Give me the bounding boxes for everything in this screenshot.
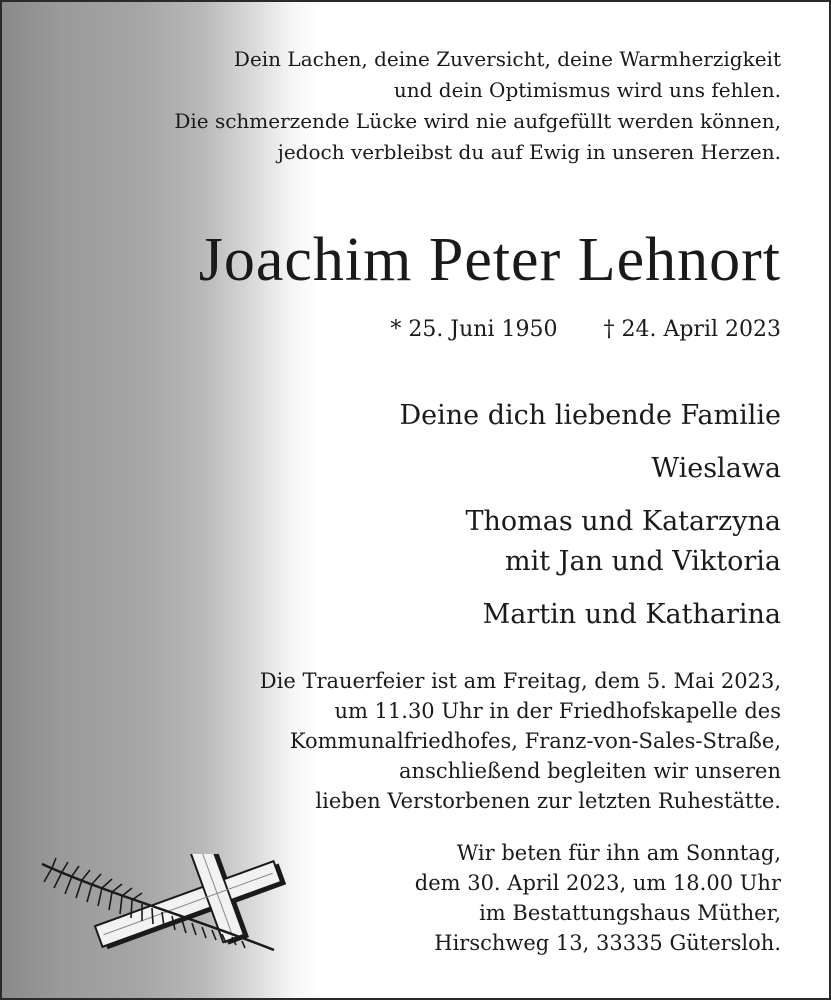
family-member: Martin und Katharina	[482, 599, 781, 630]
family-member: mit Jan und Viktoria	[505, 546, 781, 577]
memorial-poem	[174, 44, 781, 168]
funeral-info	[260, 666, 781, 816]
prayer-line: Hirschweg 13, 33335 Gütersloh.	[434, 931, 781, 955]
deceased-name: Joachim Peter Lehnort	[198, 226, 781, 294]
funeral-line: Kommunalfriedhofes, Franz-von-Sales-Straße,	[289, 729, 781, 753]
funeral-line: lieben Verstorbenen zur letzten Ruhestätte.	[315, 789, 781, 813]
family-intro: Deine dich liebende Familie	[399, 400, 781, 431]
prayer-line: Wir beten für ihn am Sonntag,	[456, 841, 781, 865]
family-signature	[400, 396, 781, 648]
poem-line: Dein Lachen, deine Zuversicht, deine Warmherzigkeit	[233, 47, 781, 71]
prayer-line: dem 30. April 2023, um 18.00 Uhr	[414, 871, 781, 895]
funeral-line: anschließend begleiten wir unseren	[399, 759, 781, 783]
funeral-line: um 11.30 Uhr in der Friedhofskapelle des	[334, 699, 781, 723]
poem-line: Die schmerzende Lücke wird nie aufgefüllt werden können,	[174, 109, 781, 133]
birth-date: * 25. Juni 1950	[390, 317, 558, 342]
funeral-line: Die Trauerfeier ist am Freitag, dem 5. Mai 2023,	[259, 669, 781, 693]
prayer-line: im Bestattungshaus Müther,	[479, 901, 781, 925]
prayer-info	[415, 838, 781, 958]
poem-line: jedoch verbleibst du auf Ewig in unseren Herzen.	[277, 140, 781, 164]
family-member: Wieslawa	[651, 453, 781, 484]
cross-with-palm-frond-icon	[38, 854, 298, 964]
family-member: Thomas und Katarzyna	[465, 506, 781, 537]
poem-line: und dein Optimismus wird uns fehlen.	[393, 78, 781, 102]
death-date: † 24. April 2023	[603, 317, 781, 342]
life-dates	[390, 314, 781, 346]
